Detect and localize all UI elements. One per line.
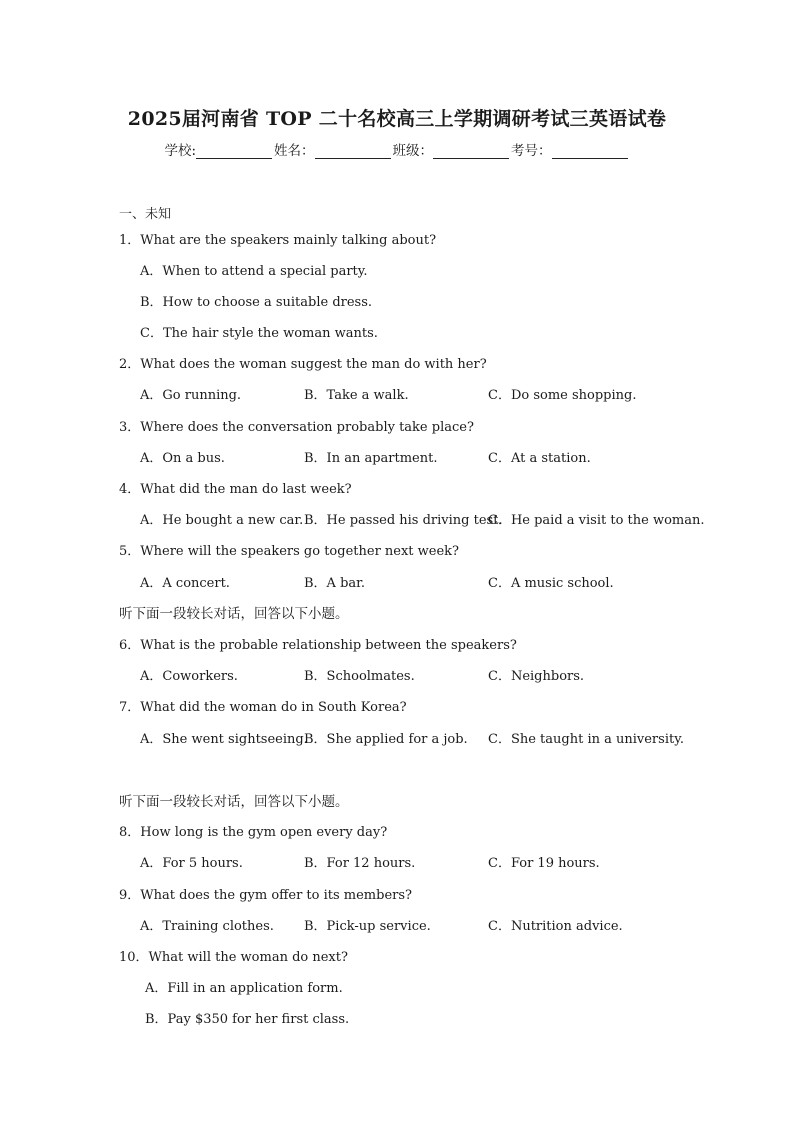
question-number: 9．: [119, 888, 141, 903]
q7-option-c: C．She taught in a university.: [488, 732, 684, 747]
q10-option-a: A．Fill in an application form.: [145, 981, 343, 996]
q1-option-c: C．The hair style the woman wants.: [140, 326, 378, 341]
question-text: What will the woman do next?: [148, 950, 348, 965]
q8-option-b: B．For 12 hours.: [304, 856, 416, 871]
question-1: [119, 229, 436, 248]
long-dialogue-instruction: 听下面一段较长对话，回答以下小题。: [119, 794, 349, 810]
q5-option-b: B．A bar.: [304, 576, 366, 591]
question-text: What did the man do last week?: [140, 482, 352, 497]
school-blank: [196, 144, 272, 159]
question-text: What does the woman suggest the man do with her?: [140, 357, 487, 372]
question-number: 4．: [119, 482, 141, 497]
q8-option-c: C．For 19 hours.: [488, 856, 600, 871]
question-4: [119, 478, 352, 497]
question-text: What did the woman do in South Korea?: [140, 700, 407, 715]
question-number: 10．: [119, 950, 149, 965]
exam-title: 2025届河南省 TOP 二十名校高三上学期调研考试三英语试卷: [127, 108, 667, 130]
question-9: [119, 884, 412, 903]
question-10: [119, 946, 348, 965]
name-label: 姓名：: [274, 143, 315, 159]
question-number: 8．: [119, 825, 141, 840]
student-info-row: [0, 139, 794, 159]
q6-option-b: B．Schoolmates.: [304, 669, 415, 684]
q1-option-a: A．When to attend a special party.: [140, 264, 368, 279]
question-number: 5．: [119, 544, 141, 559]
class-blank: [433, 144, 509, 159]
question-text: What does the gym offer to its members?: [140, 888, 413, 903]
exam-number-blank: [552, 144, 628, 159]
question-number: 1．: [119, 233, 141, 248]
q9-option-b: B．Pick-up service.: [304, 919, 431, 934]
q4-option-c: C．He paid a visit to the woman.: [488, 513, 705, 528]
q7-option-a: A．She went sightseeing.: [140, 732, 308, 747]
class-label: 班级：: [392, 143, 434, 159]
q3-option-a: A．On a bus.: [140, 451, 225, 466]
q9-option-a: A．Training clothes.: [140, 919, 274, 934]
question-number: 2．: [119, 357, 141, 372]
question-text: How long is the gym open every day?: [140, 825, 388, 840]
q3-option-c: C．At a station.: [488, 451, 591, 466]
q6-option-c: C．Neighbors.: [488, 669, 585, 684]
q6-option-a: A．Coworkers.: [140, 669, 238, 684]
q3-option-b: B．In an apartment.: [304, 451, 438, 466]
q4-option-b: B．He passed his driving test.: [304, 513, 503, 528]
q2-option-b: B．Take a walk.: [304, 388, 409, 403]
question-text: Where does the conversation probably take place?: [140, 420, 474, 435]
question-text: Where will the speakers go together next week?: [140, 544, 460, 559]
q4-option-a: A．He bought a new car.: [140, 513, 304, 528]
section-heading: 一、未知: [119, 207, 172, 222]
question-number: 6．: [119, 638, 141, 653]
q5-option-c: C．A music school.: [488, 576, 614, 591]
q5-option-a: A．A concert.: [140, 576, 230, 591]
q1-option-b: B．How to choose a suitable dress.: [140, 295, 373, 310]
question-2: [119, 353, 487, 372]
question-3: [119, 416, 474, 435]
question-text: What are the speakers mainly talking about?: [140, 233, 437, 248]
school-label: 学校:: [164, 143, 197, 159]
question-5: [119, 540, 459, 559]
name-blank: [315, 144, 391, 159]
question-number: 7．: [119, 700, 141, 715]
q8-option-a: A．For 5 hours.: [140, 856, 243, 871]
q10-option-b: B．Pay $350 for her first class.: [145, 1012, 350, 1027]
question-text: What is the probable relationship between the speakers?: [140, 638, 517, 653]
q9-option-c: C．Nutrition advice.: [488, 919, 623, 934]
exam-number-label: 考号：: [511, 143, 552, 159]
question-6: [119, 634, 517, 653]
question-7: [119, 696, 407, 715]
question-8: [119, 821, 387, 840]
q2-option-c: C．Do some shopping.: [488, 388, 637, 403]
q7-option-b: B．She applied for a job.: [304, 732, 468, 747]
question-number: 3．: [119, 420, 141, 435]
q2-option-a: A．Go running.: [140, 388, 242, 403]
long-dialogue-instruction: 听下面一段较长对话，回答以下小题。: [119, 606, 349, 622]
